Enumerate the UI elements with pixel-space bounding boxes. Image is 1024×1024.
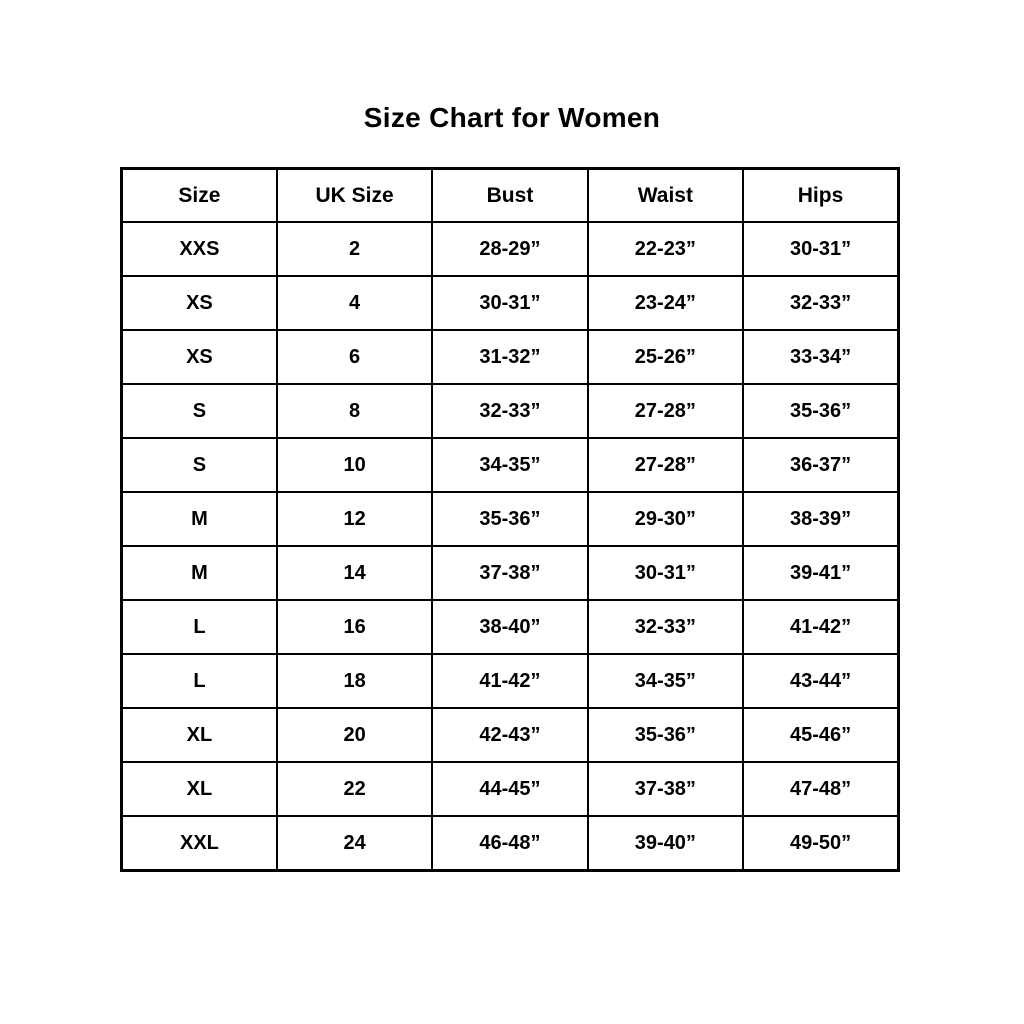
table-row	[122, 384, 899, 438]
cell-uk-size: 20	[277, 708, 432, 762]
table-row	[122, 762, 899, 816]
cell-waist: 27-28”	[588, 384, 743, 438]
cell-bust: 31-32”	[432, 330, 587, 384]
cell-hips: 30-31”	[743, 222, 898, 276]
cell-bust: 28-29”	[432, 222, 587, 276]
cell-bust: 30-31”	[432, 276, 587, 330]
column-header-size: Size	[122, 169, 277, 223]
table-row	[122, 492, 899, 546]
cell-waist: 25-26”	[588, 330, 743, 384]
cell-uk-size: 4	[277, 276, 432, 330]
table-row	[122, 708, 899, 762]
table-row	[122, 816, 899, 871]
cell-bust: 46-48”	[432, 816, 587, 871]
cell-bust: 34-35”	[432, 438, 587, 492]
cell-waist: 30-31”	[588, 546, 743, 600]
table-row	[122, 438, 899, 492]
cell-bust: 42-43”	[432, 708, 587, 762]
cell-hips: 41-42”	[743, 600, 898, 654]
table-body	[122, 222, 899, 871]
cell-uk-size: 14	[277, 546, 432, 600]
column-header-waist: Waist	[588, 169, 743, 223]
cell-waist: 23-24”	[588, 276, 743, 330]
cell-hips: 45-46”	[743, 708, 898, 762]
cell-size: L	[122, 600, 277, 654]
cell-size: XL	[122, 762, 277, 816]
cell-size: L	[122, 654, 277, 708]
page-title: Size Chart for Women	[363, 102, 661, 133]
cell-size: XXS	[122, 222, 277, 276]
cell-size: S	[122, 438, 277, 492]
cell-bust: 41-42”	[432, 654, 587, 708]
table-row	[122, 330, 899, 384]
cell-uk-size: 10	[277, 438, 432, 492]
table-row	[122, 276, 899, 330]
cell-waist: 22-23”	[588, 222, 743, 276]
column-header-uk-size: UK Size	[277, 169, 432, 223]
table-row	[122, 222, 899, 276]
cell-waist: 32-33”	[588, 600, 743, 654]
cell-waist: 29-30”	[588, 492, 743, 546]
cell-size: XS	[122, 330, 277, 384]
cell-hips: 35-36”	[743, 384, 898, 438]
table-header	[122, 169, 899, 223]
cell-bust: 32-33”	[432, 384, 587, 438]
cell-bust: 37-38”	[432, 546, 587, 600]
cell-bust: 44-45”	[432, 762, 587, 816]
table-row	[122, 600, 899, 654]
cell-waist: 27-28”	[588, 438, 743, 492]
cell-hips: 49-50”	[743, 816, 898, 871]
cell-hips: 33-34”	[743, 330, 898, 384]
table-header-row	[122, 169, 899, 223]
column-header-hips: Hips	[743, 169, 898, 223]
cell-hips: 47-48”	[743, 762, 898, 816]
cell-uk-size: 8	[277, 384, 432, 438]
table-row	[122, 546, 899, 600]
cell-hips: 36-37”	[743, 438, 898, 492]
cell-hips: 38-39”	[743, 492, 898, 546]
cell-size: XL	[122, 708, 277, 762]
cell-waist: 37-38”	[588, 762, 743, 816]
cell-uk-size: 2	[277, 222, 432, 276]
cell-waist: 35-36”	[588, 708, 743, 762]
cell-hips: 39-41”	[743, 546, 898, 600]
cell-hips: 43-44”	[743, 654, 898, 708]
cell-size: S	[122, 384, 277, 438]
cell-bust: 38-40”	[432, 600, 587, 654]
cell-uk-size: 16	[277, 600, 432, 654]
column-header-bust: Bust	[432, 169, 587, 223]
size-chart-table	[120, 167, 900, 872]
cell-size: M	[122, 546, 277, 600]
cell-bust: 35-36”	[432, 492, 587, 546]
cell-uk-size: 24	[277, 816, 432, 871]
cell-uk-size: 22	[277, 762, 432, 816]
cell-waist: 34-35”	[588, 654, 743, 708]
cell-uk-size: 6	[277, 330, 432, 384]
cell-hips: 32-33”	[743, 276, 898, 330]
cell-size: XXL	[122, 816, 277, 871]
cell-uk-size: 12	[277, 492, 432, 546]
cell-size: XS	[122, 276, 277, 330]
cell-size: M	[122, 492, 277, 546]
cell-uk-size: 18	[277, 654, 432, 708]
cell-waist: 39-40”	[588, 816, 743, 871]
table-row	[122, 654, 899, 708]
